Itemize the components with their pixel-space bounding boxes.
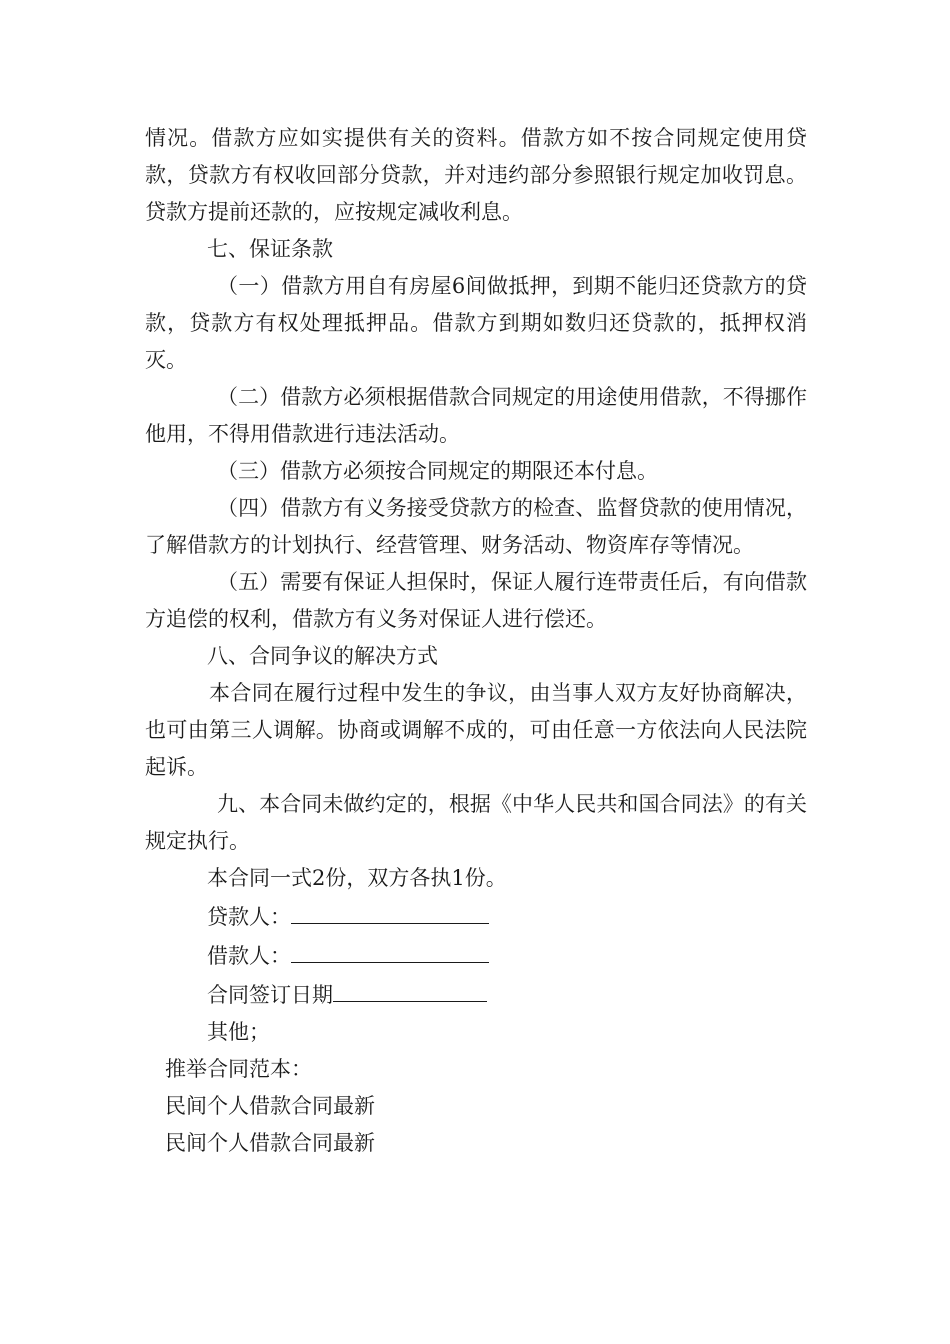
date-label: 合同签订日期 [207,983,333,1007]
section-heading-dispute: 八、合同争议的解决方式 [207,644,438,668]
recommend-link-2[interactable]: 民间个人借款合同最新 [165,1131,375,1155]
paragraph-unspecified: 九、本合同未做约定的，根据《中华人民共和国合同法》的有关规定执行。 [145,792,807,853]
recommend-link-1[interactable]: 民间个人借款合同最新 [165,1094,375,1118]
signature-lender [145,897,807,936]
clause-2: （二）借款方必须根据借款合同规定的用途使用借款，不得挪作他用，不得用借款进行违法活动。 [145,385,807,446]
clause-1: （一）借款方用自有房屋6间做抵押，到期不能归还贷款方的贷款，贷款方有权处理抵押品。借款方到期如数归还贷款的，抵押权消灭。 [145,274,807,372]
signature-borrower [145,936,807,975]
lender-label: 贷款人： [207,905,291,929]
lender-blank-line [291,897,489,924]
clause-5: （五）需要有保证人担保时，保证人履行连带责任后，有向借款方追偿的权利，借款方有义务对保证人进行偿还。 [145,570,807,631]
clause-3: （三）借款方必须按合同规定的期限还本付息。 [217,459,658,483]
borrower-blank-line [291,936,489,963]
section-heading-guarantee: 七、保证条款 [207,237,333,261]
recommend-heading: 推举合同范本： [165,1057,312,1081]
paragraph-loan-usage: 情况。借款方应如实提供有关的资料。借款方如不按合同规定使用贷款，贷款方有权收回部分贷款，并对违约部分参照银行规定加收罚息。贷款方提前还款的，应按规定减收利息。 [145,126,807,224]
date-blank-line [333,975,487,1002]
paragraph-dispute: 本合同在履行过程中发生的争议，由当事人双方友好协商解决，也可由第三人调解。协商或调解不成的，可由任意一方依法向人民法院起诉。 [145,681,807,779]
clause-4: （四）借款方有义务接受贷款方的检查、监督贷款的使用情况，了解借款方的计划执行、经营管理、财务活动、物资库存等情况。 [145,496,807,557]
paragraph-copies: 本合同一式2份，双方各执1份。 [207,866,507,890]
document-page [145,120,807,1162]
paragraph-other: 其他； [207,1020,270,1044]
borrower-label: 借款人： [207,944,291,968]
signature-date [145,975,807,1014]
